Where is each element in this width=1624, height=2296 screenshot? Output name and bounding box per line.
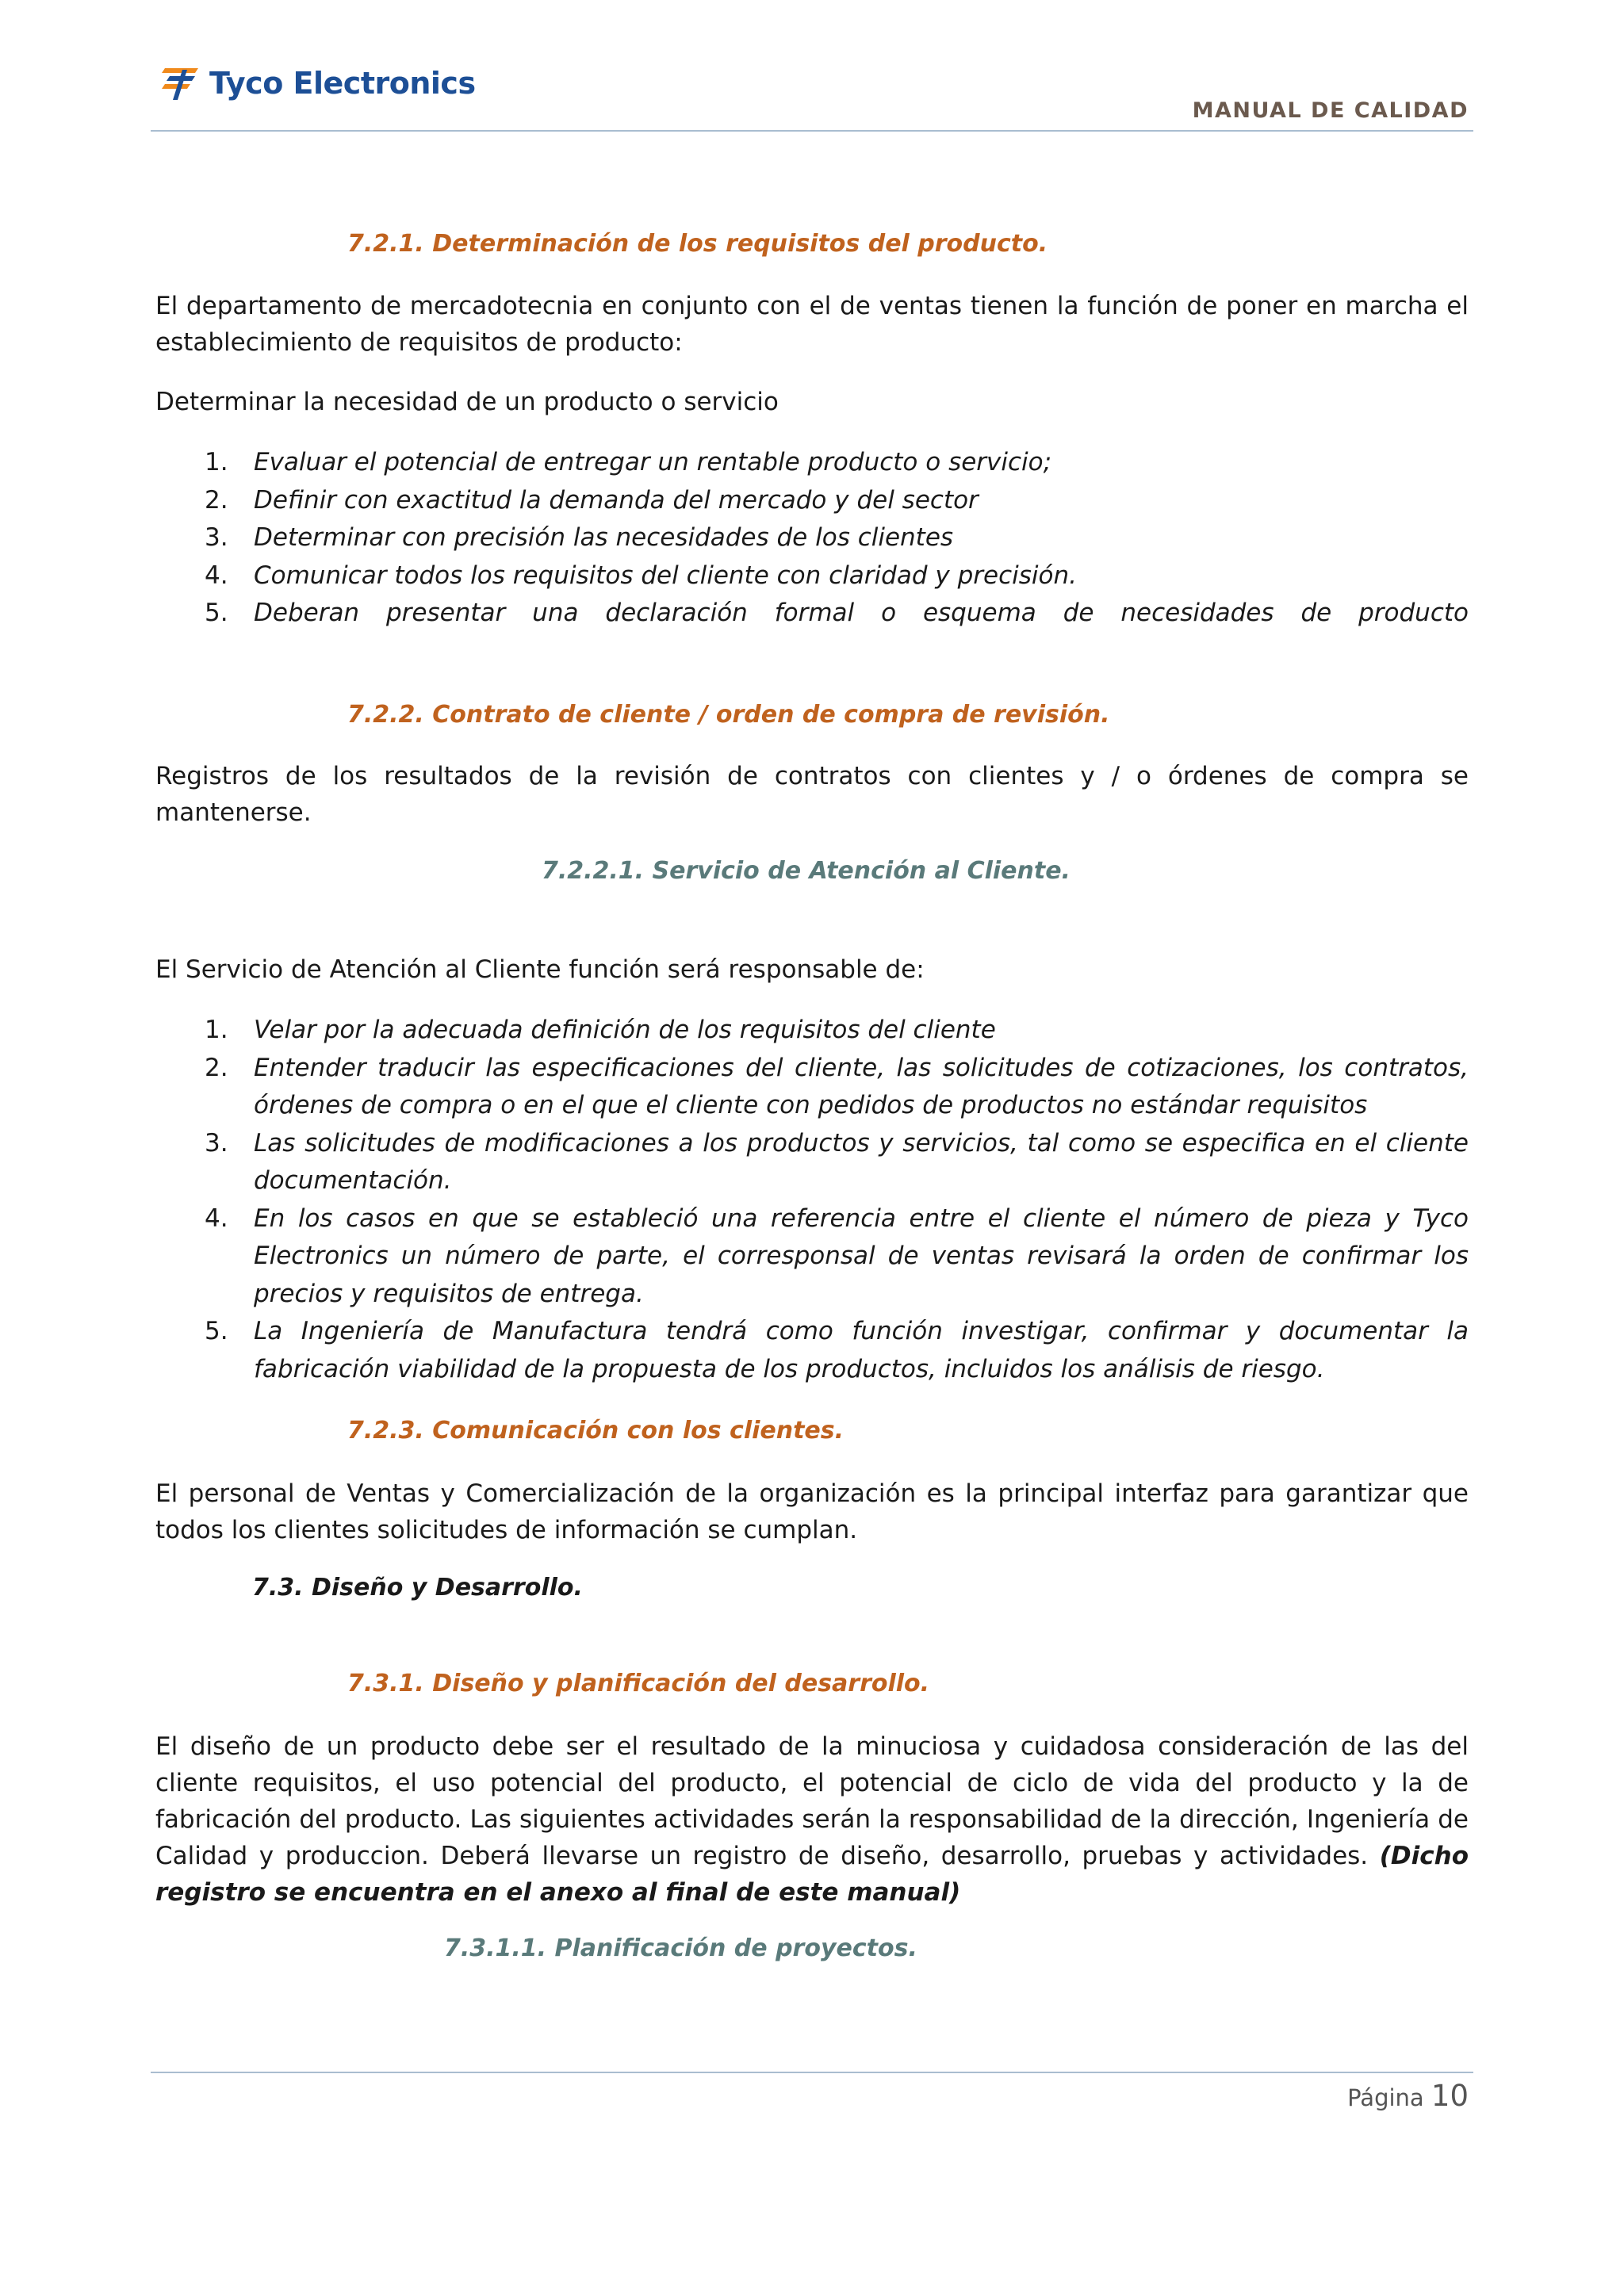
paragraph-7-3-1: El diseño de un producto debe ser el resultado de la minuciosa y cuidadosa consideración de las del cliente requisitos, el uso potencial del producto, el potencial de ciclo de vida del producto y la de fabricación del producto. Las siguientes actividades serán la responsabilidad de la dirección, Ingeniería de Calidad y produccion. Deberá llevarse un registro de diseño, desarrollo, pruebas y actividades. (Dicho registro se encuentra en el anexo al final de este manual): [155, 1732, 1469, 1907]
list-item: 3. Las solicitudes de modificaciones a los productos y servicios, tal como se especifica en el cliente documentación.: [205, 1128, 1469, 1195]
annex-note: (Dicho registro se encuentra en el anexo al final de este manual): [155, 1842, 1469, 1907]
page-number: Página 10: [1347, 2079, 1469, 2113]
list-item: 4. En los casos en que se estableció una referencia entre el cliente el número de pieza y Tyco Electronics un número de parte, el corresponsal de ventas revisará la orden de confirmar los precios y requisitos de entrega.: [205, 1203, 1469, 1308]
header-divider: [151, 130, 1473, 132]
document-title: MANUAL DE CALIDAD: [1192, 98, 1469, 123]
paragraph-7-2-1-intro: El departamento de mercadotecnia en conjunto con el de ventas tienen la función de poner en marcha el establecimiento de requisitos de producto:: [155, 292, 1469, 357]
list-item: 2. Definir con exactitud la demanda del mercado y del sector: [205, 485, 979, 515]
paragraph-7-2-3: El personal de Ventas y Comercialización de la organización es la principal interfaz para garantizar que todos los clientes solicitudes de información se cumplan.: [155, 1479, 1469, 1544]
tyco-logo-icon: [159, 63, 205, 103]
heading-7-3-1: 7.3.1. Diseño y planificación del desarrollo.: [347, 1670, 930, 1697]
footer-divider: [151, 2072, 1473, 2073]
list-item: 2. Entender traducir las especificaciones del cliente, las solicitudes de cotizaciones, los contratos, órdenes de compra o en el que el cliente con pedidos de productos no estándar requisitos: [205, 1053, 1469, 1119]
list-item: 5. Deberan presentar una declaración formal o esquema de necesidades de producto: [205, 599, 1469, 627]
list-item: 4. Comunicar todos los requisitos del cliente con claridad y precisión.: [205, 561, 1077, 590]
paragraph-7-2-2: Registros de los resultados de la revisión de contratos con clientes y / o órdenes de compra se mantenerse.: [155, 762, 1469, 827]
paragraph-7-2-1-need: Determinar la necesidad de un producto o servicio: [155, 388, 779, 416]
list-7-2-2-1: [155, 1012, 1469, 1388]
heading-7-2-2-1: 7.2.2.1. Servicio de Atención al Cliente.: [542, 857, 1071, 885]
list-item: 5. La Ingeniería de Manufactura tendrá como función investigar, confirmar y documentar la fabricación viabilidad de la propuesta de los productos, incluidos los análisis de riesgo.: [205, 1317, 1469, 1383]
list-item: 1. Evaluar el potencial de entregar un rentable producto o servicio;: [205, 448, 1052, 476]
list-item: 1. Velar por la adecuada definición de los requisitos del cliente: [205, 1016, 996, 1044]
heading-7-3: 7.3. Diseño y Desarrollo.: [252, 1574, 583, 1601]
heading-7-2-3: 7.2.3. Comunicación con los clientes.: [347, 1417, 845, 1445]
heading-7-3-1-1: 7.3.1.1. Planificación de proyectos.: [444, 1934, 917, 1962]
paragraph-7-2-2-1: El Servicio de Atención al Cliente función será responsable de:: [155, 955, 925, 984]
logo-text: Tyco Electronics: [209, 66, 476, 101]
list-item: 3. Determinar con precisión las necesidades de los clientes: [205, 523, 954, 552]
list-7-2-1: [155, 444, 1469, 633]
heading-7-2-2: 7.2.2. Contrato de cliente / orden de compra de revisión.: [347, 701, 1110, 729]
heading-7-2-1: 7.2.1. Determinación de los requisitos del producto.: [347, 230, 1048, 258]
company-logo: [159, 63, 476, 103]
